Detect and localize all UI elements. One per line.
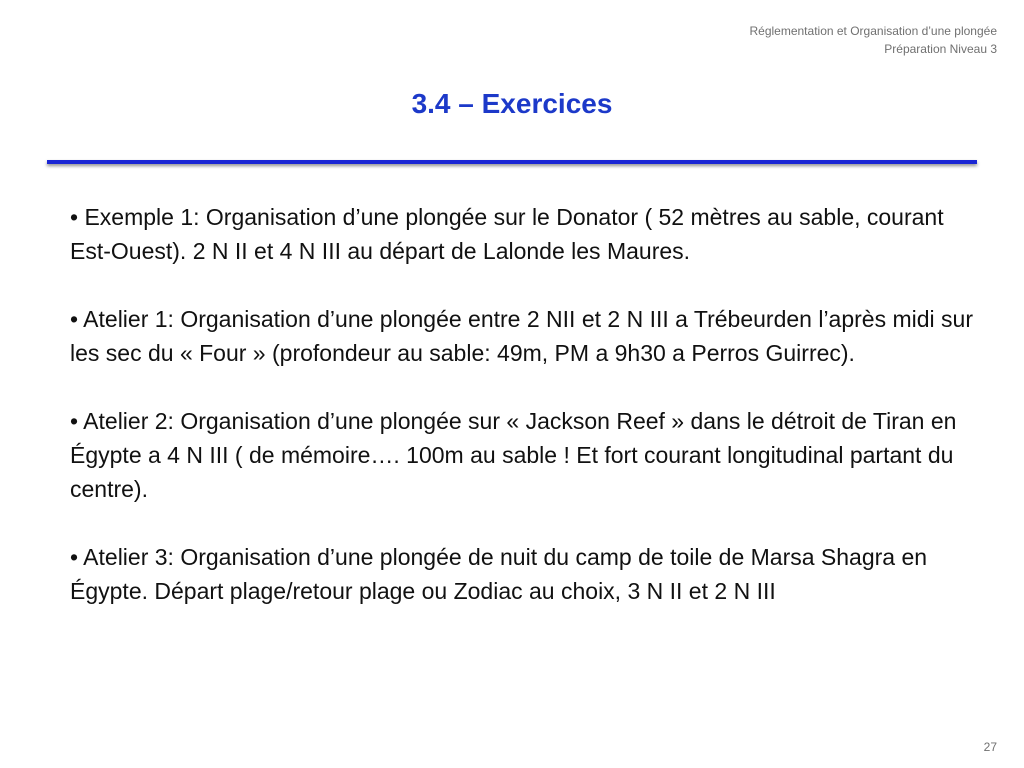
title-divider bbox=[47, 160, 977, 164]
header-course-level: Préparation Niveau 3 bbox=[884, 42, 997, 56]
bullet-atelier-2: • Atelier 2: Organisation d’une plongée sur « Jackson Reef » dans le détroit de Tiran en Égypte a 4 N III ( de mémoire…. 100m au sable ! Et fort courant longitudinal partant du centre). bbox=[70, 408, 957, 502]
slide-body bbox=[70, 200, 975, 642]
slide-title: 3.4 – Exercices bbox=[411, 88, 613, 119]
slide-header bbox=[749, 22, 997, 58]
page-number: 27 bbox=[983, 740, 997, 754]
bullet-exemple-1: • Exemple 1: Organisation d’une plongée sur le Donator ( 52 mètres au sable, courant Est-Ouest). 2 N II et 4 N III au départ de Lalonde les Maures. bbox=[70, 204, 944, 264]
bullet-atelier-3: • Atelier 3: Organisation d’une plongée de nuit du camp de toile de Marsa Shagra en Égypte. Départ plage/retour plage ou Zodiac au choix, 3 N II et 2 N III bbox=[70, 544, 928, 604]
bullet-atelier-1: • Atelier 1: Organisation d’une plongée entre 2 NII et 2 N III a Trébeurden l’après midi sur les sec du « Four » (profondeur au sable: 49m, PM a 9h30 a Perros Guirrec). bbox=[70, 306, 973, 366]
header-course-title: Réglementation et Organisation d’une plongée bbox=[749, 24, 997, 38]
